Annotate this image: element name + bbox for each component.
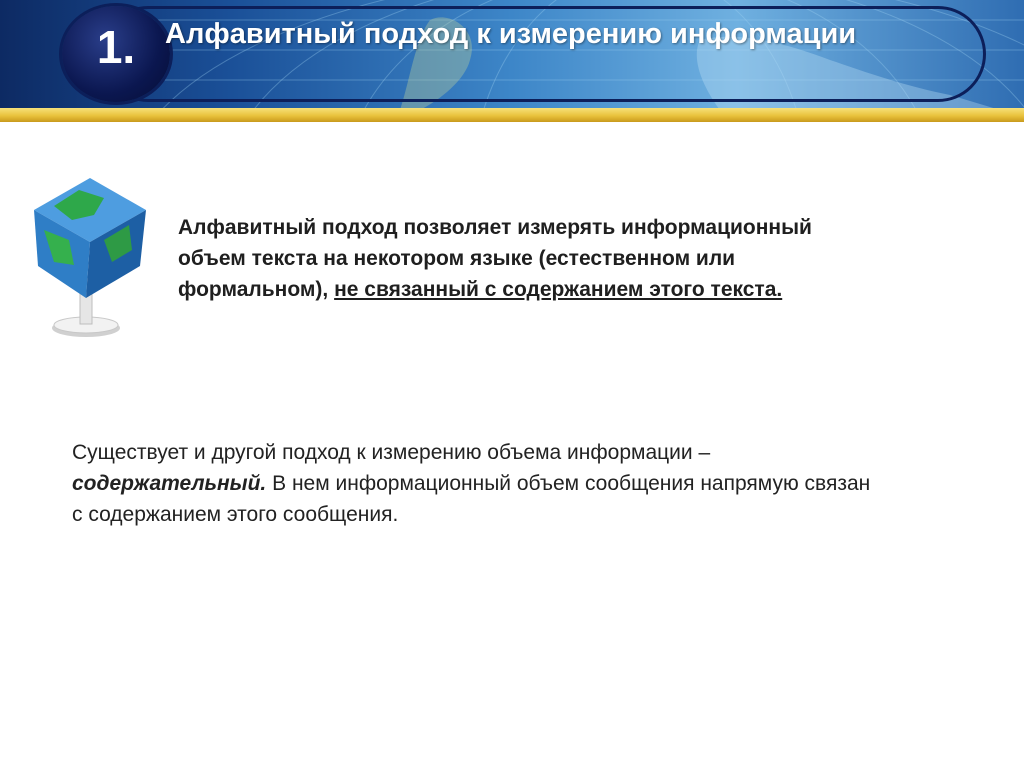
alternative-approach-paragraph — [72, 437, 872, 530]
slide-number: 1. — [96, 21, 136, 73]
definition-text: Алфавитный подход позволяет измерять информационный объем текста на некотором языке (естественном или формальном), — [178, 216, 812, 301]
definition-paragraph — [178, 212, 858, 305]
globe-cube-icon — [24, 170, 154, 345]
alternative-text-start: Существует и другой подход к измерению объема информации – — [72, 441, 711, 464]
alternative-approach-term: содержательный. — [72, 472, 267, 495]
header-gold-band — [0, 108, 1024, 122]
definition-underlined-text: не связанный с содержанием этого текста. — [334, 278, 783, 301]
alternative-text-end: В нем информационный объем сообщения напрямую связан с содержанием этого сообщения. — [72, 472, 871, 526]
slide-title: Алфавитный подход к измерению информации — [165, 18, 857, 50]
